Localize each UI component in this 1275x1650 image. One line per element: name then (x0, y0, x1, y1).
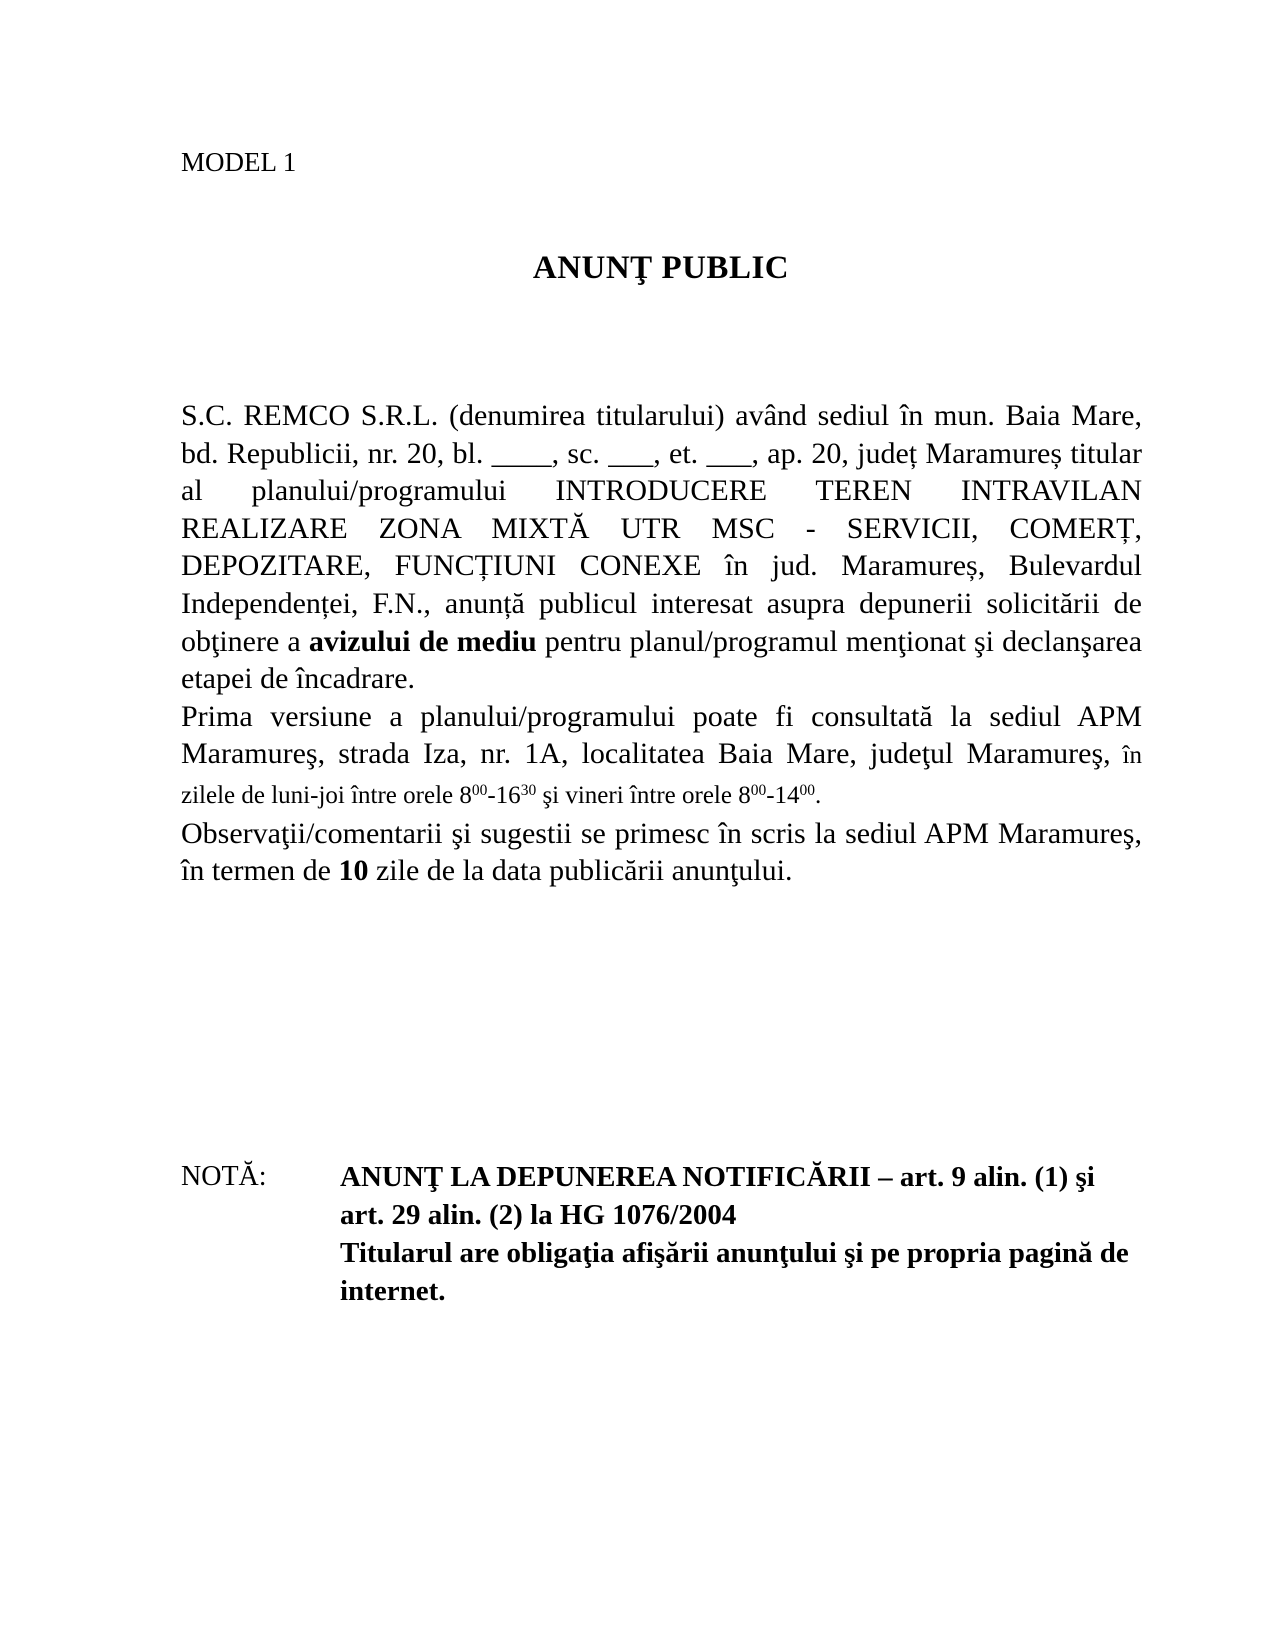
observations-text-start: Observaţii/comentarii şi sugestii se primesc în scris la sediul APM Maramureş, în termen de (181, 816, 1142, 888)
schedule-superscript: 00 (799, 782, 816, 800)
observations-bold-days: 10 (338, 854, 369, 888)
note-reference: ANUNŢ LA DEPUNEREA NOTIFICĂRII – art. 9 alin. (1) şi art. 29 alin. (2) la HG 1076/2004 (340, 1161, 1095, 1231)
consultation-text: Prima versiune a planului/programului poate fi consultată la sediul APM Maramureş, strada Iza, nr. 1A, localitatea Baia Mare, judeţul Maramureş, (181, 699, 1142, 771)
observations-text-end: zile de la data publicării anunţului. (368, 854, 793, 888)
paragraph-announcement (181, 397, 1142, 698)
announcement-text-end: pentru planul/programul menţionat şi declanşarea etapei de încadrare. (181, 624, 1143, 696)
schedule-superscript: 30 (520, 782, 537, 800)
schedule-superscript: 00 (750, 782, 767, 800)
note-obligation: Titularul are obligaţia afişării anunţului şi pe propria pagină de internet. (340, 1237, 1129, 1307)
announcement-text-start: S.C. REMCO S.R.L. (denumirea titularului) având sediul în mun. Baia Mare, bd. Republicii, nr. 20, bl. ____, sc. ___, et. ___, ap. 20, județ Maramureș titular al planului/programului INTRODUCERE TEREN INTRAVILAN REALIZARE ZONA MIXTĂ UTR MSC - SERVICII, COMERȚ, DEPOZITARE, FUNCȚIUNI CONEXE în jud. Maramureș, Bulevardul Independenței, F.N., anunță publicul interesat asupra depunerii solicitării de obţinere a (181, 399, 1142, 658)
model-label: MODEL 1 (181, 147, 297, 177)
note-label: NOTĂ: (181, 1161, 267, 1192)
schedule-segment: . (815, 781, 822, 809)
paragraph-consultation (181, 698, 1142, 815)
document-body (181, 397, 1142, 890)
schedule-superscript: 00 (471, 782, 488, 800)
paragraph-observations (181, 815, 1142, 890)
note-section (181, 1158, 1146, 1310)
schedule-segment: în zilele de luni-joi între orele 8 (181, 742, 1142, 809)
note-text (340, 1158, 1140, 1310)
schedule-segment: -16 (487, 781, 521, 809)
schedule-segment: şi vineri între orele 8 (536, 781, 751, 809)
page-title: ANUNŢ PUBLIC (532, 250, 790, 286)
schedule-segment: -14 (766, 781, 800, 809)
announcement-bold-phrase: avizului de mediu (308, 624, 537, 658)
